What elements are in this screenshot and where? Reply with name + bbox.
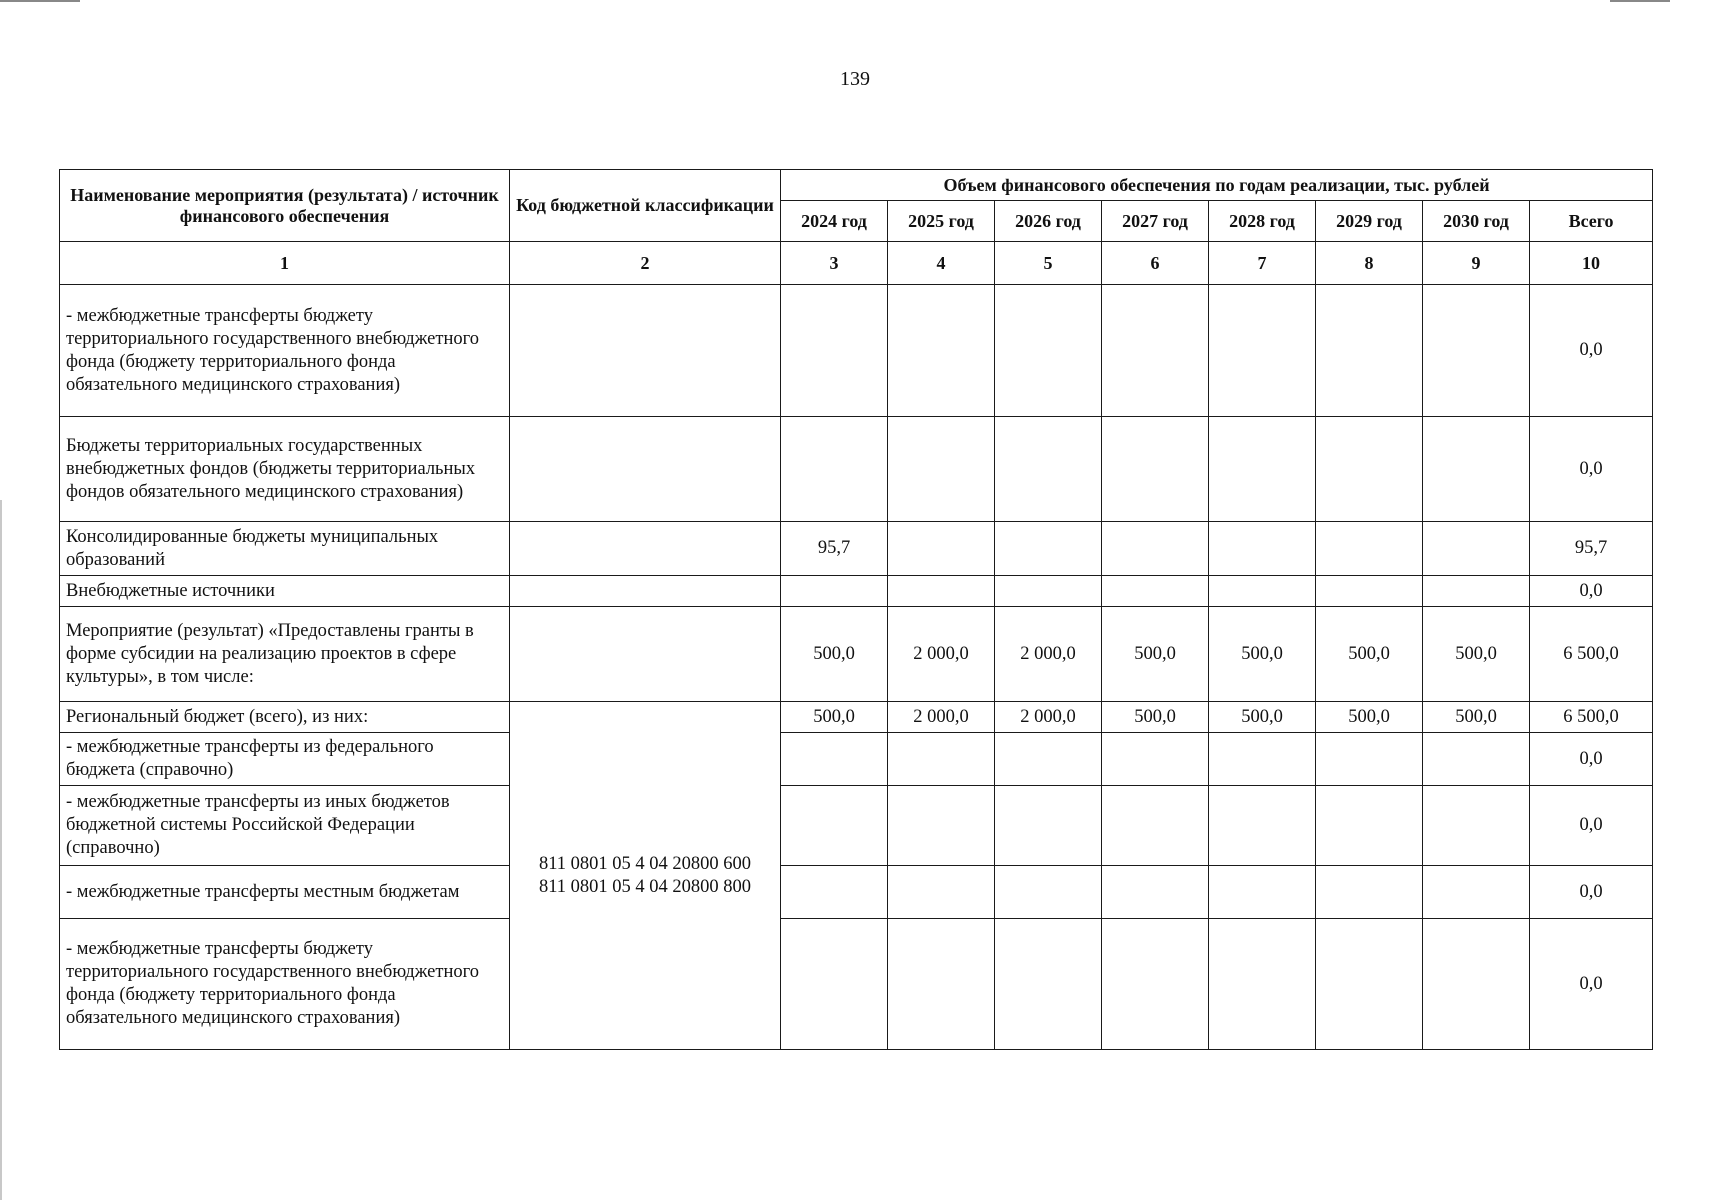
row-value [1102,522,1209,576]
row-value: 2 000,0 [888,607,995,702]
row-total: 95,7 [1530,522,1653,576]
row-value [781,919,888,1050]
row-value: 500,0 [1423,607,1530,702]
row-value: 2 000,0 [995,607,1102,702]
row-label: - межбюджетные трансферты из федерального бюджета (справочно) [60,733,510,786]
header-year: 2027 год [1102,201,1209,242]
row-value [1102,919,1209,1050]
scan-edge-mark [0,0,80,2]
scan-edge-mark [0,500,2,1200]
row-value [781,417,888,522]
column-index: 2 [510,242,781,285]
table-row [60,866,1653,919]
row-value [995,733,1102,786]
table-row [60,576,1653,607]
row-value: 500,0 [1209,607,1316,702]
row-value: 500,0 [781,702,888,733]
budget-code-line: 811 0801 05 4 04 20800 800 [538,876,752,897]
row-total: 0,0 [1530,285,1653,417]
row-value [888,522,995,576]
budget-code-line: 811 0801 05 4 04 20800 600 [538,853,752,874]
row-value [1316,866,1423,919]
row-code [510,522,781,576]
row-value [1423,866,1530,919]
column-index: 9 [1423,242,1530,285]
row-value: 2 000,0 [888,702,995,733]
table-row [60,733,1653,786]
table-row [60,702,1653,733]
row-label: - межбюджетные трансферты бюджету территориального государственного внебюджетного фонда (бюджету территориального фонда обязательного медицинского страхования) [60,919,510,1050]
row-value [1423,576,1530,607]
row-value [1102,576,1209,607]
row-value [1423,919,1530,1050]
header-year: 2026 год [995,201,1102,242]
table-row [60,919,1653,1050]
row-value: 95,7 [781,522,888,576]
table-row [60,285,1653,417]
row-label: - межбюджетные трансферты из иных бюджетов бюджетной системы Российской Федерации (справочно) [60,786,510,866]
row-value [1102,417,1209,522]
row-value [781,576,888,607]
row-label: Региональный бюджет (всего), из них: [60,702,510,733]
row-value [1316,522,1423,576]
row-value [1316,285,1423,417]
page-number: 139 [840,68,870,90]
row-value [1102,733,1209,786]
header-code: Код бюджетной классификации [510,170,781,242]
row-value: 500,0 [781,607,888,702]
scan-edge-mark [1610,0,1670,2]
row-label: Внебюджетные источники [60,576,510,607]
row-value [1209,417,1316,522]
row-value [888,285,995,417]
row-value [781,866,888,919]
budget-code-merged [510,702,781,1050]
row-total: 0,0 [1530,576,1653,607]
row-value [995,417,1102,522]
column-index: 4 [888,242,995,285]
column-index: 5 [995,242,1102,285]
row-value [888,786,995,866]
financing-table [59,169,1653,1050]
row-code [510,607,781,702]
column-index: 3 [781,242,888,285]
row-value [1316,919,1423,1050]
row-value [1316,786,1423,866]
row-value: 500,0 [1423,702,1530,733]
row-value [1102,285,1209,417]
row-value: 500,0 [1316,702,1423,733]
row-value [1423,285,1530,417]
row-value [1423,786,1530,866]
row-value: 500,0 [1102,607,1209,702]
row-label: Консолидированные бюджеты муниципальных образований [60,522,510,576]
row-value: 2 000,0 [995,702,1102,733]
row-value [995,919,1102,1050]
row-value [1209,786,1316,866]
row-value [1316,417,1423,522]
row-value: 500,0 [1102,702,1209,733]
column-index: 7 [1209,242,1316,285]
row-value [781,786,888,866]
row-label: - межбюджетные трансферты местным бюджетам [60,866,510,919]
row-value [1316,576,1423,607]
row-total: 6 500,0 [1530,607,1653,702]
row-value [1423,733,1530,786]
row-total: 0,0 [1530,786,1653,866]
row-value [995,786,1102,866]
row-code [510,576,781,607]
header-year: 2030 год [1423,201,1530,242]
row-value [781,733,888,786]
column-index: 1 [60,242,510,285]
header-volume: Объем финансового обеспечения по годам реализации, тыс. рублей [781,170,1653,201]
row-label: Мероприятие (результат) «Предоставлены гранты в форме субсидии на реализацию проектов в сфере культуры», в том числе: [60,607,510,702]
row-value [888,866,995,919]
row-code [510,285,781,417]
table-row [60,786,1653,866]
row-code [510,417,781,522]
row-value [781,285,888,417]
column-index: 8 [1316,242,1423,285]
header-name: Наименование мероприятия (результата) / источник финансового обеспечения [60,170,510,242]
row-value [1209,576,1316,607]
row-value: 500,0 [1316,607,1423,702]
row-total: 0,0 [1530,866,1653,919]
row-total: 0,0 [1530,417,1653,522]
row-value [1423,417,1530,522]
row-value [888,576,995,607]
row-total: 0,0 [1530,919,1653,1050]
table-row [60,417,1653,522]
header-year: 2024 год [781,201,888,242]
row-total: 6 500,0 [1530,702,1653,733]
header-year: 2029 год [1316,201,1423,242]
column-index: 6 [1102,242,1209,285]
row-label: - межбюджетные трансферты бюджету территориального государственного внебюджетного фонда (бюджету территориального фонда обязательного медицинского страхования) [60,285,510,417]
row-value [888,919,995,1050]
row-value [888,417,995,522]
row-total: 0,0 [1530,733,1653,786]
row-label: Бюджеты территориальных государственных внебюджетных фондов (бюджеты территориальных фондов обязательного медицинского страхования) [60,417,510,522]
row-value [995,522,1102,576]
table-row [60,607,1653,702]
row-value: 500,0 [1209,702,1316,733]
row-value [1423,522,1530,576]
row-value [1209,733,1316,786]
row-value [1209,285,1316,417]
row-value [995,866,1102,919]
header-year: 2025 год [888,201,995,242]
table-row [60,522,1653,576]
row-value [1102,786,1209,866]
row-value [888,733,995,786]
row-value [1209,866,1316,919]
row-value [995,285,1102,417]
row-value [1102,866,1209,919]
row-value [1209,919,1316,1050]
column-index: 10 [1530,242,1653,285]
header-total: Всего [1530,201,1653,242]
header-year: 2028 год [1209,201,1316,242]
row-value [1316,733,1423,786]
row-value [995,576,1102,607]
row-value [1209,522,1316,576]
